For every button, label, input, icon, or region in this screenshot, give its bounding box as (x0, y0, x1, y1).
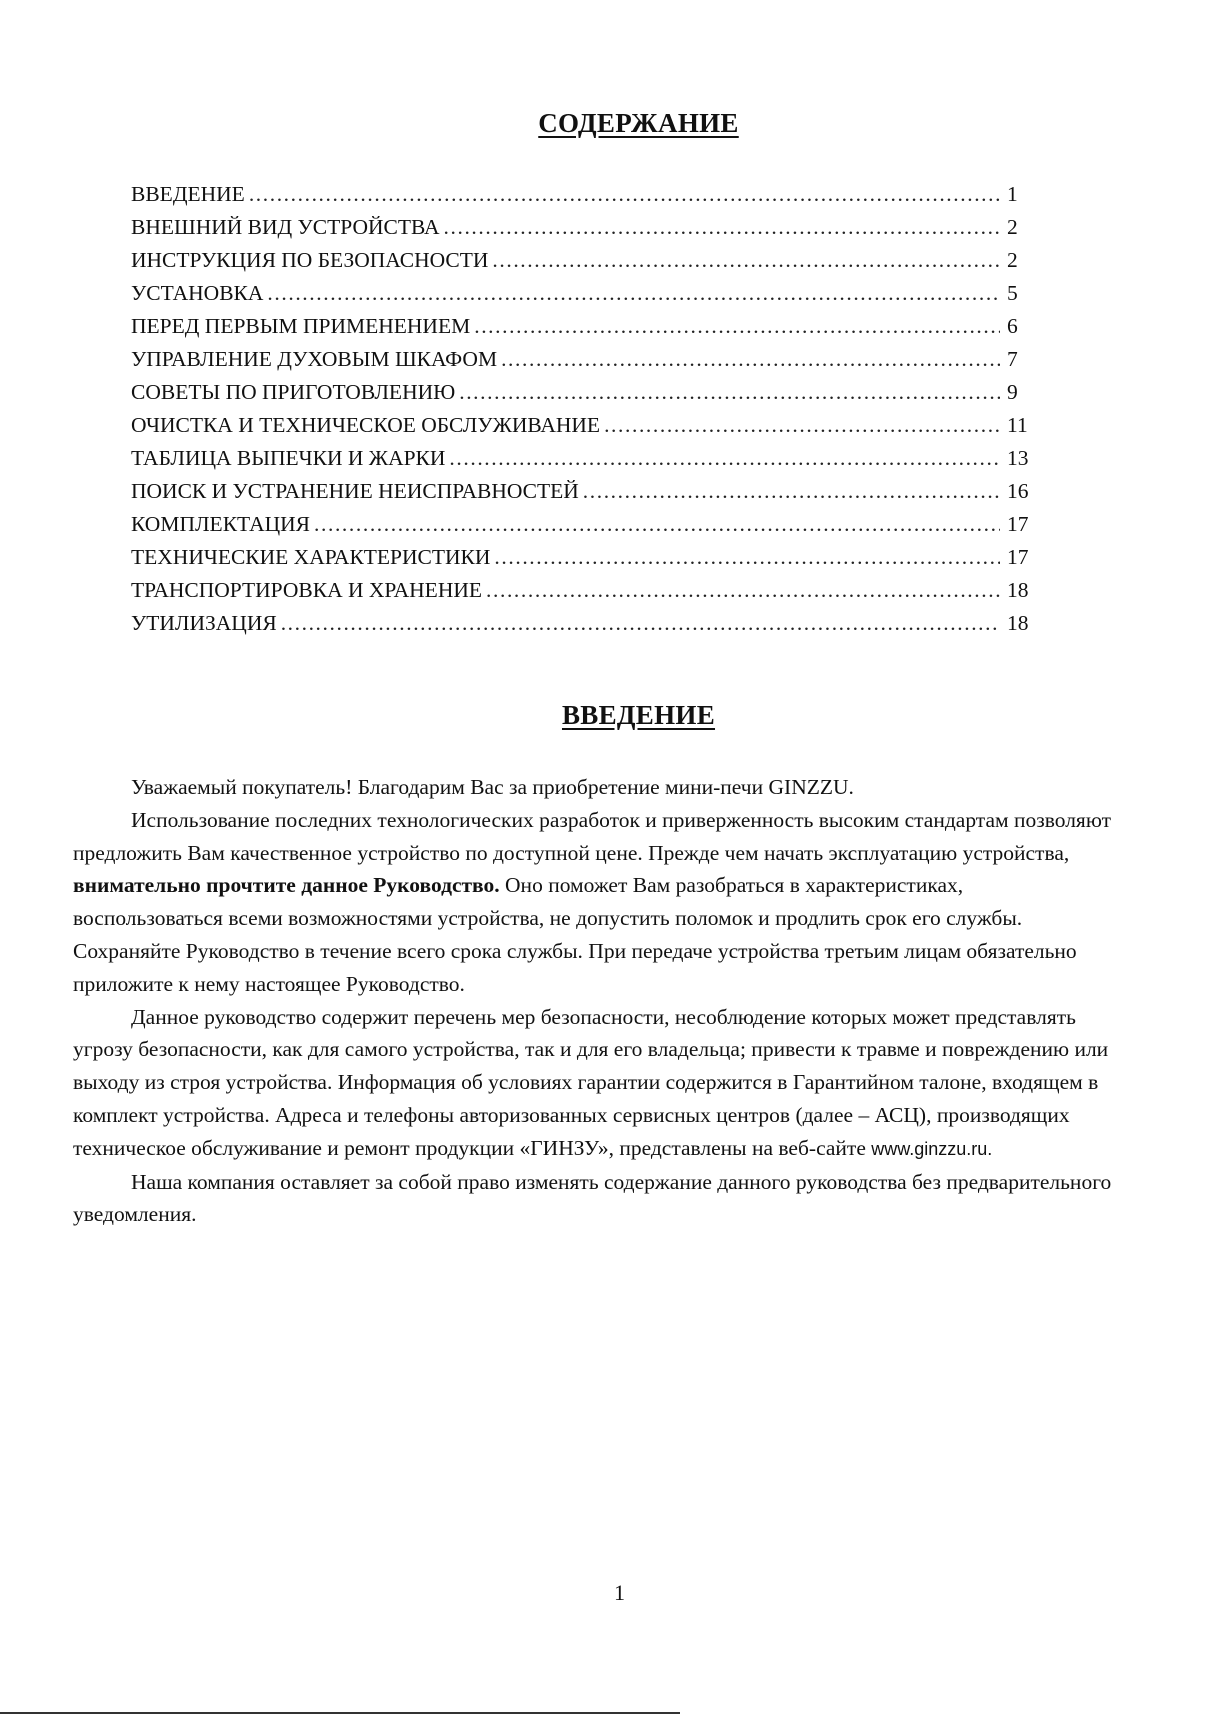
toc-dot-leader (486, 574, 1000, 607)
toc-entry-page: 2 (1007, 215, 1018, 239)
toc-entry-page: 9 (1007, 380, 1018, 404)
toc-dot-leader (267, 277, 1000, 310)
toc-entry-title: ПОИСК И УСТРАНЕНИЕ НЕИСПРАВНОСТЕЙ (131, 479, 579, 503)
toc-entry-page: 6 (1007, 314, 1018, 338)
intro-paragraph-3 (73, 1001, 1113, 1166)
toc-entry-page: 1 (1007, 182, 1018, 206)
toc-dot-leader (583, 475, 1000, 508)
intro-paragraph-2 (73, 804, 1113, 1001)
toc-dot-leader (281, 607, 1000, 640)
toc-dot-leader (449, 442, 1000, 475)
toc-entry[interactable] (131, 343, 1047, 376)
toc-heading: СОДЕРЖАНИЕ (538, 108, 739, 138)
toc-entry-title: ОЧИСТКА И ТЕХНИЧЕСКОЕ ОБСЛУЖИВАНИЕ (131, 413, 601, 437)
toc-entry-leader (131, 607, 1000, 640)
toc-entry-title: ИНСТРУКЦИЯ ПО БЕЗОПАСНОСТИ (131, 248, 489, 272)
toc-entry-title: СОВЕТЫ ПО ПРИГОТОВЛЕНИЮ (131, 380, 456, 404)
toc-entry-leader (131, 343, 1000, 376)
toc-dot-leader (492, 244, 1000, 277)
page-number: 1 (614, 1580, 625, 1605)
toc-entry-page: 18 (1007, 611, 1029, 635)
intro-body (73, 771, 1113, 1231)
intro-paragraph-2-text-a: Использование последних технологических разработок и приверженность высоким стандартам позволяют предложить Вам качественное устройство по доступной цене. Прежде чем начать эксплуатацию устройства, (73, 807, 1111, 865)
toc-entry-leader (131, 211, 1000, 244)
toc-entry-page: 16 (1007, 479, 1029, 503)
toc-entry[interactable] (131, 310, 1047, 343)
toc-entry-page: 17 (1007, 512, 1029, 536)
toc-entry[interactable] (131, 409, 1047, 442)
toc-entry-leader (131, 277, 1000, 310)
toc-entry[interactable] (131, 607, 1047, 640)
toc-dot-leader (494, 541, 1000, 574)
toc-dot-leader (249, 178, 1000, 211)
toc-dot-leader (474, 310, 1000, 343)
intro-paragraph-3-text: Данное руководство содержит перечень мер безопасности, несоблюдение которых может представлять угрозу безопасности, как для самого устройства, так и для его владельца; привести к травме и повреждению или выходу из строя устройства. Информация об условиях гарантии содержится в Гарантийном талоне, входящем в комплект устройства. Адреса и телефоны авторизованных сервисных центров (далее – АСЦ), производящих техническое обслуживание и ремонт продукции «ГИНЗУ», представлены на веб-сайте (73, 1004, 1109, 1160)
bottom-divider (0, 1712, 680, 1714)
toc-entry-leader (131, 442, 1000, 475)
toc-entry[interactable] (131, 475, 1047, 508)
toc-entry[interactable] (131, 244, 1047, 277)
toc-entry-title: ПЕРЕД ПЕРВЫМ ПРИМЕНЕНИЕМ (131, 314, 471, 338)
toc-entry-leader (131, 541, 1000, 574)
toc-entry-title: ВНЕШНИЙ ВИД УСТРОЙСТВА (131, 215, 440, 239)
toc-entry-page: 5 (1007, 281, 1018, 305)
toc-entry-page: 17 (1007, 545, 1029, 569)
toc-entry-title: КОМПЛЕКТАЦИЯ (131, 512, 311, 536)
toc-entry-page: 11 (1007, 413, 1028, 437)
toc-entry-title: ТРАНСПОРТИРОВКА И ХРАНЕНИЕ (131, 578, 483, 602)
toc-entry-title: УТИЛИЗАЦИЯ (131, 611, 277, 635)
toc-dot-leader (459, 376, 1000, 409)
toc-entry-leader (131, 475, 1000, 508)
toc-entry-leader (131, 409, 1000, 442)
toc-entry-leader (131, 244, 1000, 277)
toc-entry-page: 7 (1007, 347, 1018, 371)
toc-entry[interactable] (131, 442, 1047, 475)
toc-entry[interactable] (131, 376, 1047, 409)
toc-entry-title: УСТАНОВКА (131, 281, 264, 305)
website-link[interactable]: www.ginzzu.ru. (871, 1138, 993, 1159)
toc-dot-leader (314, 508, 1000, 541)
toc-entry-page: 18 (1007, 578, 1029, 602)
toc-entry-page: 13 (1007, 446, 1029, 470)
toc-entry-leader (131, 574, 1000, 607)
toc-entry[interactable] (131, 211, 1047, 244)
intro-paragraph-2-bold: внимательно прочтите данное Руководство. (73, 873, 500, 898)
toc-dot-leader (501, 343, 1000, 376)
intro-paragraph-1: Уважаемый покупатель! Благодарим Вас за приобретение мини-печи GINZZU. (131, 775, 854, 799)
toc-dot-leader (604, 409, 1000, 442)
toc-entry-page: 2 (1007, 248, 1018, 272)
table-of-contents (131, 178, 1047, 640)
toc-entry[interactable] (131, 574, 1047, 607)
toc-entry-title: ВВЕДЕНИЕ (131, 182, 245, 206)
intro-paragraph-4: Наша компания оставляет за собой право изменять содержание данного руководства без предварительного уведомления. (73, 1169, 1112, 1227)
toc-entry-leader (131, 376, 1000, 409)
toc-entry-title: ТЕХНИЧЕСКИЕ ХАРАКТЕРИСТИКИ (131, 545, 491, 569)
toc-entry-title: ТАБЛИЦА ВЫПЕЧКИ И ЖАРКИ (131, 446, 446, 470)
toc-entry-title: УПРАВЛЕНИЕ ДУХОВЫМ ШКАФОМ (131, 347, 498, 371)
toc-dot-leader (444, 211, 1000, 244)
toc-entry-leader (131, 178, 1000, 211)
intro-heading: ВВЕДЕНИЕ (561, 700, 716, 730)
toc-entry-leader (131, 508, 1000, 541)
intro-paragraph-2-text-b: Оно поможет Вам разобраться в характеристиках, воспользоваться всеми возможностями устройства, не допустить поломок и продлить срок его службы. Сохраняйте Руководство в течение всего срока службы. При передаче устройства третьим лицам обязательно приложите к нему настоящее Руководство. (73, 873, 1077, 996)
toc-entry[interactable] (131, 508, 1047, 541)
toc-entry-leader (131, 310, 1000, 343)
toc-entry[interactable] (131, 277, 1047, 310)
toc-entry[interactable] (131, 541, 1047, 574)
toc-entry[interactable] (131, 178, 1047, 211)
